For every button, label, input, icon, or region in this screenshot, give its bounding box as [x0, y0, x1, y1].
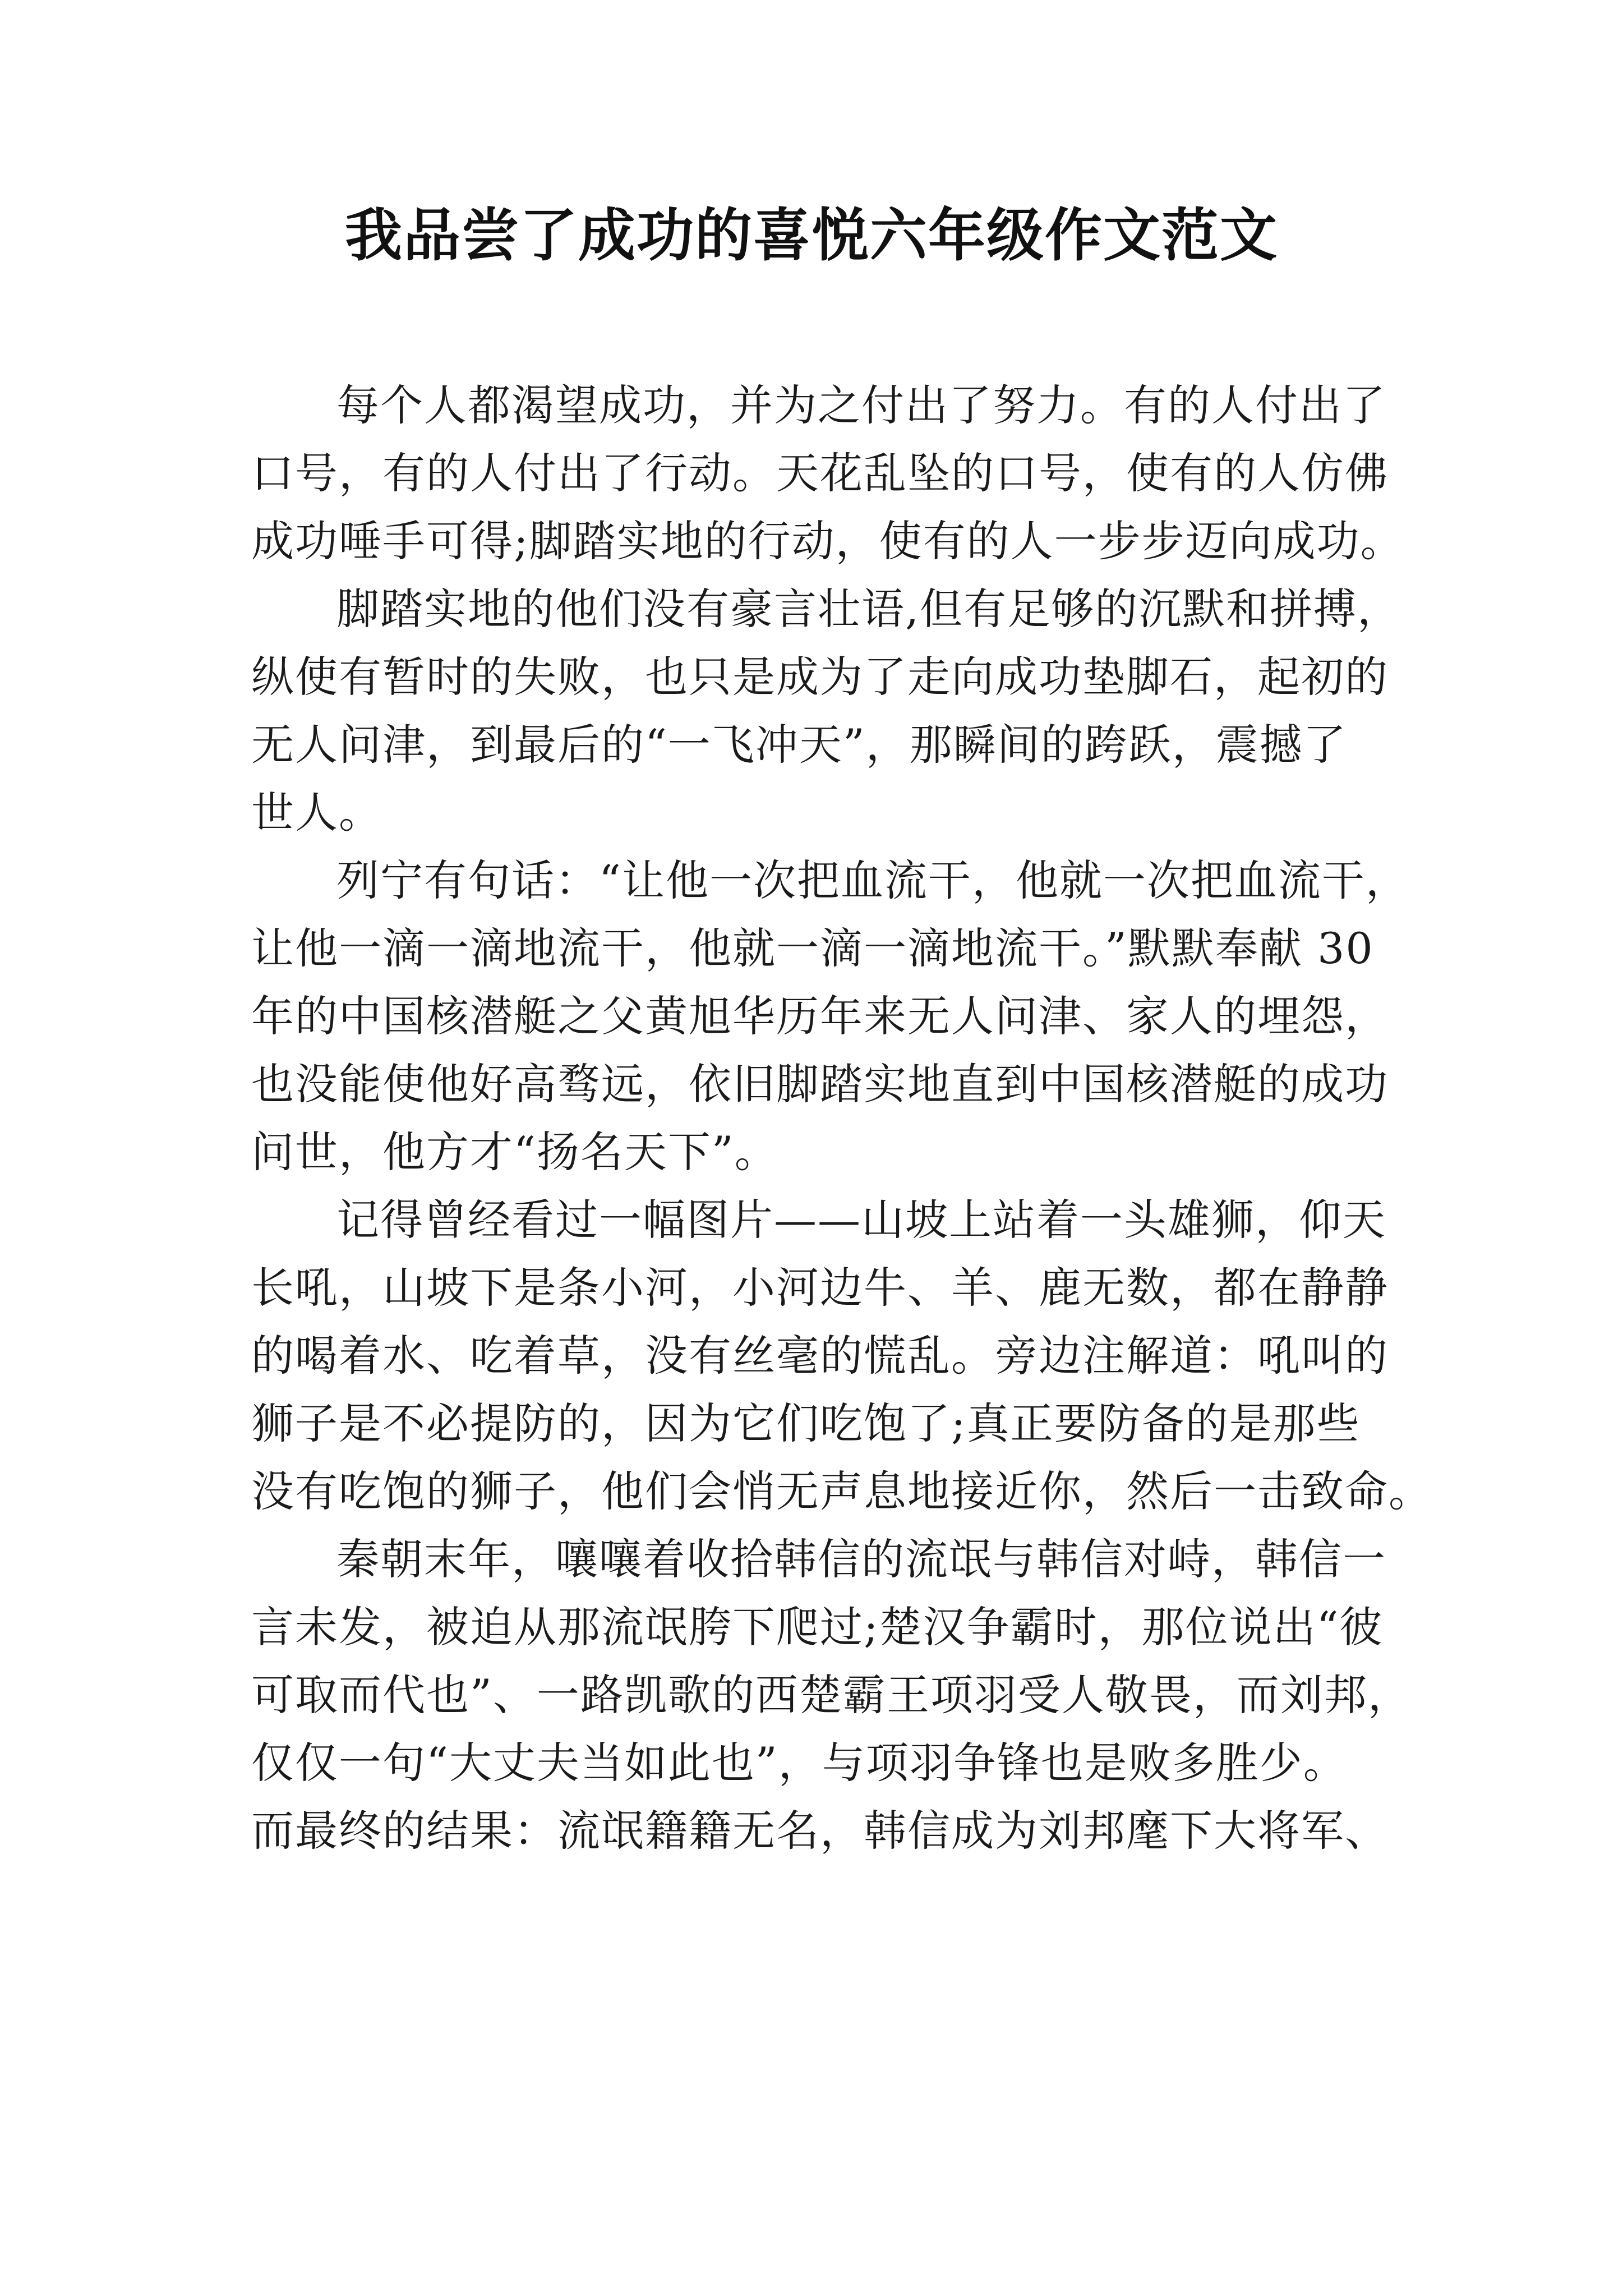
paragraph-1-line-3: 成功唾手可得;脚踏实地的行动，使有的人一步步迈向成功。 [251, 516, 1404, 566]
paragraph-3-line-4: 也没能使他好高骛远，依旧脚踏实地直到中国核潜艇的成功 [251, 1059, 1389, 1109]
paragraph-2-line-3: 无人问津，到最后的“一飞冲天”，那瞬间的跨跃，震撼了 [251, 720, 1347, 770]
article-body [251, 371, 1432, 1865]
paragraph-4-line-3: 的喝着水、吃着草，没有丝毫的慌乱。旁边注解道：吼叫的 [251, 1331, 1389, 1381]
paragraph-2-line-4: 世人。 [251, 788, 382, 838]
paragraph-1-line-1: 每个人都渴望成功，并为之付出了努力。有的人付出了 [336, 380, 1386, 430]
paragraph-5-line-4: 仅仅一句“大丈夫当如此也”，与项羽争锋也是败多胜少。 [251, 1738, 1347, 1788]
paragraph-1-line-2: 口号，有的人付出了行动。天花乱坠的口号，使有的人仿佛 [251, 448, 1389, 498]
paragraph-4-line-1: 记得曾经看过一幅图片——山坡上站着一头雄狮，仰天 [336, 1195, 1386, 1245]
paragraph-3-line-1: 列宁有句话：“让他一次把血流干，他就一次把血流干， [336, 855, 1409, 905]
paragraph-4-line-2: 长吼，山坡下是条小河，小河边牛、羊、鹿无数，都在静静 [251, 1263, 1389, 1313]
paragraph-5-line-5: 而最终的结果：流氓籍籍无名，韩信成为刘邦麾下大将军、 [251, 1806, 1389, 1856]
paragraph-3-line-2: 让他一滴一滴地流干，他就一滴一滴地流干。”默默奉献 30 [251, 923, 1374, 973]
paragraph-3-line-3: 年的中国核潜艇之父黄旭华历年来无人问津、家人的埋怨， [251, 991, 1389, 1041]
document-title: 我品尝了成功的喜悦六年级作文范文 [345, 202, 1278, 269]
paragraph-5-line-1: 秦朝末年，嚷嚷着收拾韩信的流氓与韩信对峙，韩信一 [336, 1534, 1386, 1584]
paragraph-4-line-4: 狮子是不必提防的，因为它们吃饱了;真正要防备的是那些 [251, 1398, 1361, 1448]
paragraph-3-line-5: 问世，他方才“扬名天下”。 [251, 1127, 778, 1177]
paragraph-2-line-2: 纵使有暂时的失败，也只是成为了走向成功垫脚石，起初的 [251, 652, 1389, 702]
paragraph-2-line-1: 脚踏实地的他们没有豪言壮语,但有足够的沉默和拼搏， [336, 584, 1401, 634]
paragraph-5-line-2: 言未发，被迫从那流氓胯下爬过;楚汉争霸时，那位说出“彼 [251, 1602, 1384, 1652]
paragraph-5-line-3: 可取而代也”、一路凯歌的西楚霸王项羽受人敬畏，而刘邦， [251, 1670, 1412, 1720]
paragraph-4-line-5: 没有吃饱的狮子，他们会悄无声息地接近你，然后一击致命。 [251, 1466, 1432, 1516]
